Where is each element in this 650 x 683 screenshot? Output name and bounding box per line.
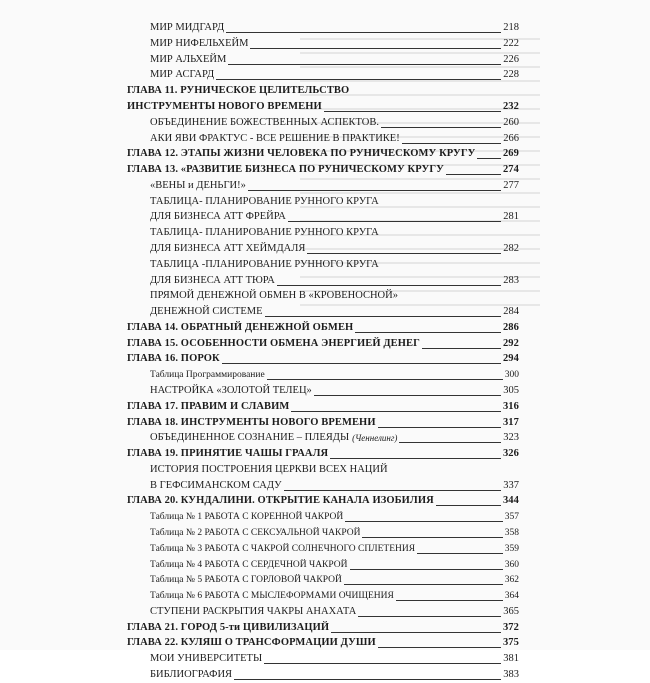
toc-leader-line xyxy=(330,457,501,459)
toc-page-number: 344 xyxy=(502,495,519,507)
toc-page-number: 260 xyxy=(503,116,519,128)
toc-entry xyxy=(127,572,519,588)
toc-chapter-entry xyxy=(127,415,519,431)
toc-chapter-entry xyxy=(127,99,519,115)
toc-entry xyxy=(127,604,519,620)
toc-page-number: 337 xyxy=(503,479,519,491)
toc-entry-title: МИР МИДГАРД xyxy=(150,22,225,33)
toc-leader-line xyxy=(288,220,501,222)
toc-page-number: 292 xyxy=(502,337,519,349)
toc-page-number: 274 xyxy=(502,164,519,175)
toc-entry xyxy=(127,194,519,210)
toc-page-number: 359 xyxy=(504,543,519,554)
toc-entry xyxy=(127,588,519,604)
toc-page-number: 228 xyxy=(503,69,519,81)
toc-leader-line xyxy=(400,300,517,301)
toc-page-number: 286 xyxy=(502,321,519,333)
toc-entry xyxy=(127,36,519,52)
toc-entry-title: ДЛЯ БИЗНЕСА АТТ ФРЕЙРА xyxy=(150,211,286,223)
toc-entry-title: ГЛАВА 20. КУНДАЛИНИ. ОТКРЫТИЕ КАНАЛА ИЗОБИЛИЯ xyxy=(127,495,434,507)
toc-page-number: 365 xyxy=(503,605,519,617)
toc-entry-title: ГЛАВА 15. ОСОБЕННОСТИ ОБМЕНА ЭНЕРГИЕЙ ДЕНЕГ xyxy=(127,337,420,349)
toc-entry-title: Таблица № 6 РАБОТА С МЫСЛЕФОРМАМИ ОЧИЩЕНИЯ xyxy=(150,591,394,602)
toc-leader-line xyxy=(248,189,501,191)
toc-page-number: 358 xyxy=(504,528,519,538)
toc-leader-line xyxy=(222,362,501,364)
toc-entry xyxy=(127,52,519,68)
toc-page-number: 316 xyxy=(502,400,519,412)
toc-leader-line xyxy=(345,520,502,522)
toc-page-number: 383 xyxy=(503,669,519,680)
toc-entry-title: ГЛАВА 22. КУЛЯШ О ТРАНСФОРМАЦИИ ДУШИ xyxy=(127,637,376,649)
toc-leader-line xyxy=(228,63,501,65)
toc-page-number: 282 xyxy=(503,242,519,254)
toc-chapter-entry xyxy=(127,146,519,162)
toc-page-number: 277 xyxy=(503,179,519,191)
toc-entry xyxy=(127,541,519,557)
toc-entry xyxy=(127,257,519,273)
toc-leader-line xyxy=(267,378,503,380)
toc-leader-line xyxy=(358,615,501,617)
toc-leader-line xyxy=(381,206,517,207)
toc-leader-line xyxy=(378,646,501,648)
toc-entry xyxy=(127,273,519,289)
toc-entry xyxy=(127,304,519,320)
toc-entry xyxy=(127,67,519,83)
toc-entry xyxy=(127,131,519,147)
toc-leader-line xyxy=(250,47,501,49)
toc-entry-title: ГЛАВА 19. ПРИНЯТИЕ ЧАШЫ ГРААЛЯ xyxy=(127,448,329,460)
toc-leader-line xyxy=(284,489,502,491)
toc-entry-title: ГЛАВА 18. ИНСТРУМЕНТЫ НОВОГО ВРЕМЕНИ xyxy=(127,416,376,428)
toc-leader-line xyxy=(355,331,501,333)
toc-entry-title: ДЛЯ БИЗНЕСА АТТ ХЕЙМДАЛЯ xyxy=(150,242,306,254)
toc-leader-line xyxy=(402,142,502,144)
toc-page-number: 283 xyxy=(503,274,519,286)
toc-page-number: 232 xyxy=(502,100,519,112)
toc-leader-line xyxy=(390,474,517,475)
toc-leader-line xyxy=(396,599,503,601)
toc-page-number: 372 xyxy=(502,621,519,633)
toc-page-number: 222 xyxy=(503,37,519,49)
toc-leader-line xyxy=(399,441,501,443)
toc-leader-line xyxy=(216,78,501,80)
toc-page-number: 226 xyxy=(503,53,519,65)
toc-leader-line xyxy=(417,552,503,554)
toc-leader-line xyxy=(344,583,503,585)
toc-entry xyxy=(127,430,519,446)
toc-entry-title: АКИ ЯВИ ФРАКТУС - ВСЕ РЕШЕНИЕ В ПРАКТИКЕ! xyxy=(150,132,400,144)
toc-entry-title: Таблица Программирование xyxy=(150,370,265,381)
toc-entry-title: ГЛАВА 14. ОБРАТНЫЙ ДЕНЕЖНОЙ ОБМЕН xyxy=(127,321,354,333)
toc-chapter-entry xyxy=(127,336,519,352)
toc-entry xyxy=(127,509,519,525)
toc-page-number: 281 xyxy=(503,211,519,223)
toc-entry xyxy=(127,20,519,36)
toc-page-number: 381 xyxy=(503,653,519,665)
toc-entry-title: В ГЕФСИМАНСКОМ САДУ xyxy=(150,479,282,491)
toc-leader-line xyxy=(381,269,517,270)
toc-entry-title: МИР НИФЕЛЬХЕЙМ xyxy=(150,37,249,49)
toc-leader-line xyxy=(314,394,501,396)
toc-leader-line xyxy=(446,173,501,175)
toc-entry-title: ГЛАВА 13. «РАЗВИТИЕ БИЗНЕСА ПО РУНИЧЕСКОМУ КРУГУ xyxy=(127,164,444,175)
toc-leader-line xyxy=(324,110,501,112)
toc-leader-line xyxy=(362,536,502,538)
toc-page-number: 300 xyxy=(504,370,519,381)
toc-entry-title: ПРЯМОЙ ДЕНЕЖНОЙ ОБМЕН В «КРОВЕНОСНОЙ» xyxy=(150,290,398,302)
toc-page-number: 284 xyxy=(503,306,519,317)
toc-leader-line xyxy=(422,347,501,349)
toc-entry-title: ДЕНЕЖНОЙ СИСТЕМЕ xyxy=(150,306,263,317)
toc-entry-title: ДЛЯ БИЗНЕСА АТТ ТЮРА xyxy=(150,274,275,286)
toc-entry-title: ГЛАВА 21. ГОРОД 5-ти ЦИВИЛИЗАЦИЙ xyxy=(127,621,330,633)
toc-entry-title: Таблица № 1 РАБОТА С КОРЕННОЙ ЧАКРОЙ xyxy=(150,512,344,523)
toc-chapter-entry xyxy=(127,320,519,336)
toc-page-number: 326 xyxy=(502,448,519,460)
toc-entry xyxy=(127,288,519,304)
toc-chapter-entry xyxy=(127,162,519,178)
toc-chapter-entry xyxy=(127,620,519,636)
toc-page-number: 375 xyxy=(502,637,519,649)
toc-leader-line xyxy=(331,631,501,633)
toc-leader-line xyxy=(381,237,517,238)
toc-entry-title: ГЛАВА 16. ПОРОК xyxy=(127,353,220,365)
toc-entry xyxy=(127,209,519,225)
toc-chapter-entry xyxy=(127,493,519,509)
toc-page-number: 294 xyxy=(502,353,519,365)
toc-entry xyxy=(127,115,519,131)
toc-entry xyxy=(127,651,519,667)
toc-entry xyxy=(127,225,519,241)
toc-chapter-entry xyxy=(127,351,519,367)
toc-entry-title: МИР АСГАРД xyxy=(150,69,215,81)
toc-chapter-entry xyxy=(127,83,519,99)
toc-page-number: 305 xyxy=(503,384,519,396)
toc-entry xyxy=(127,178,519,194)
toc-entry xyxy=(127,367,519,383)
toc-entry-title: Таблица № 3 РАБОТА С ЧАКРОЙ СОЛНЕЧНОГО СПЛЕТЕНИЯ xyxy=(150,543,416,554)
toc-leader-line xyxy=(351,95,517,96)
toc-leader-line xyxy=(381,126,501,128)
toc-entry-title: ГЛАВА 12. ЭТАПЫ ЖИЗНИ ЧЕЛОВЕКА ПО РУНИЧЕСКОМУ КРУГУ xyxy=(127,148,476,160)
toc-leader-line xyxy=(307,252,501,254)
toc-entry-title: ОБЪЕДИНЕНИЕ БОЖЕСТВЕННЫХ АСПЕКТОВ. xyxy=(150,116,380,128)
toc-entry-title: ИСТОРИЯ ПОСТРОЕНИЯ ЦЕРКВИ ВСЕХ НАЦИЙ xyxy=(150,463,388,475)
toc-entry-title: Таблица № 5 РАБОТА С ГОРЛОВОЙ ЧАКРОЙ xyxy=(150,575,342,586)
toc-entry-title: НАСТРОЙКА «ЗОЛОТОЙ ТЕЛЕЦ» xyxy=(150,384,312,396)
toc-leader-line xyxy=(265,315,502,317)
toc-page-number: 362 xyxy=(504,575,519,586)
toc-entry-title: ОБЪЕДИНЕННОЕ СОЗНАНИЕ – ПЛЕЯДЫ xyxy=(150,432,350,444)
toc-page-number: 357 xyxy=(504,512,519,523)
toc-entry-title: ТАБЛИЦА- ПЛАНИРОВАНИЕ РУННОГО КРУГА xyxy=(150,227,379,239)
toc-entry-title: ГЛАВА 11. РУНИЧЕСКОЕ ЦЕЛИТЕЛЬСТВО xyxy=(127,85,350,97)
toc-leader-line xyxy=(277,284,501,286)
toc-page-number: 269 xyxy=(502,148,519,160)
toc-entry-title: ИНСТРУМЕНТЫ НОВОГО ВРЕМЕНИ xyxy=(127,100,322,112)
toc-page-number: 364 xyxy=(504,591,519,602)
toc-entry-title: Таблица № 2 РАБОТА С СЕКСУАЛЬНОЙ ЧАКРОЙ xyxy=(150,528,361,538)
toc-chapter-entry xyxy=(127,446,519,462)
toc-entry-title: МОИ УНИВЕРСИТЕТЫ xyxy=(150,653,263,665)
toc-entry-title: Таблица № 4 РАБОТА С СЕРДЕЧНОЙ ЧАКРОЙ xyxy=(150,559,348,570)
toc-page-number: 323 xyxy=(503,432,519,444)
toc-entry xyxy=(127,557,519,573)
toc-leader-line xyxy=(477,157,501,159)
toc-entry-title: «ВЕНЫ и ДЕНЬГИ!» xyxy=(150,179,246,191)
toc-page-number: 317 xyxy=(502,416,519,428)
toc-entry xyxy=(127,667,519,683)
toc-page-number: 218 xyxy=(503,22,519,33)
toc-chapter-entry xyxy=(127,399,519,415)
toc-leader-line xyxy=(291,410,501,412)
toc-entry xyxy=(127,462,519,478)
toc-entry xyxy=(127,478,519,494)
toc-chapter-entry xyxy=(127,635,519,651)
toc-entry-title: БИБЛИОГРАФИЯ xyxy=(150,669,233,680)
toc-page-number: 360 xyxy=(504,559,519,570)
toc-entry-title: СТУПЕНИ РАСКРЫТИЯ ЧАКРЫ АНАХАТА xyxy=(150,605,357,617)
toc-leader-line xyxy=(436,504,501,506)
toc-leader-line xyxy=(234,678,501,680)
toc-entry-note: (Ченнелинг) xyxy=(352,433,398,444)
toc-entry-title: МИР АЛЬХЕЙМ xyxy=(150,53,227,65)
toc-entry xyxy=(127,241,519,257)
toc-leader-line xyxy=(378,426,501,428)
toc-leader-line xyxy=(264,662,501,664)
toc-entry xyxy=(127,525,519,541)
toc-entry-title: ТАБЛИЦА- ПЛАНИРОВАНИЕ РУННОГО КРУГА xyxy=(150,195,379,207)
toc-leader-line xyxy=(226,31,501,33)
toc-leader-line xyxy=(350,568,503,570)
toc-entry xyxy=(127,383,519,399)
toc-page-number: 266 xyxy=(503,132,519,144)
toc-entry-title: ТАБЛИЦА -ПЛАНИРОВАНИЕ РУННОГО КРУГА xyxy=(150,258,379,270)
toc-entry-title: ГЛАВА 17. ПРАВИМ И СЛАВИМ xyxy=(127,400,290,412)
